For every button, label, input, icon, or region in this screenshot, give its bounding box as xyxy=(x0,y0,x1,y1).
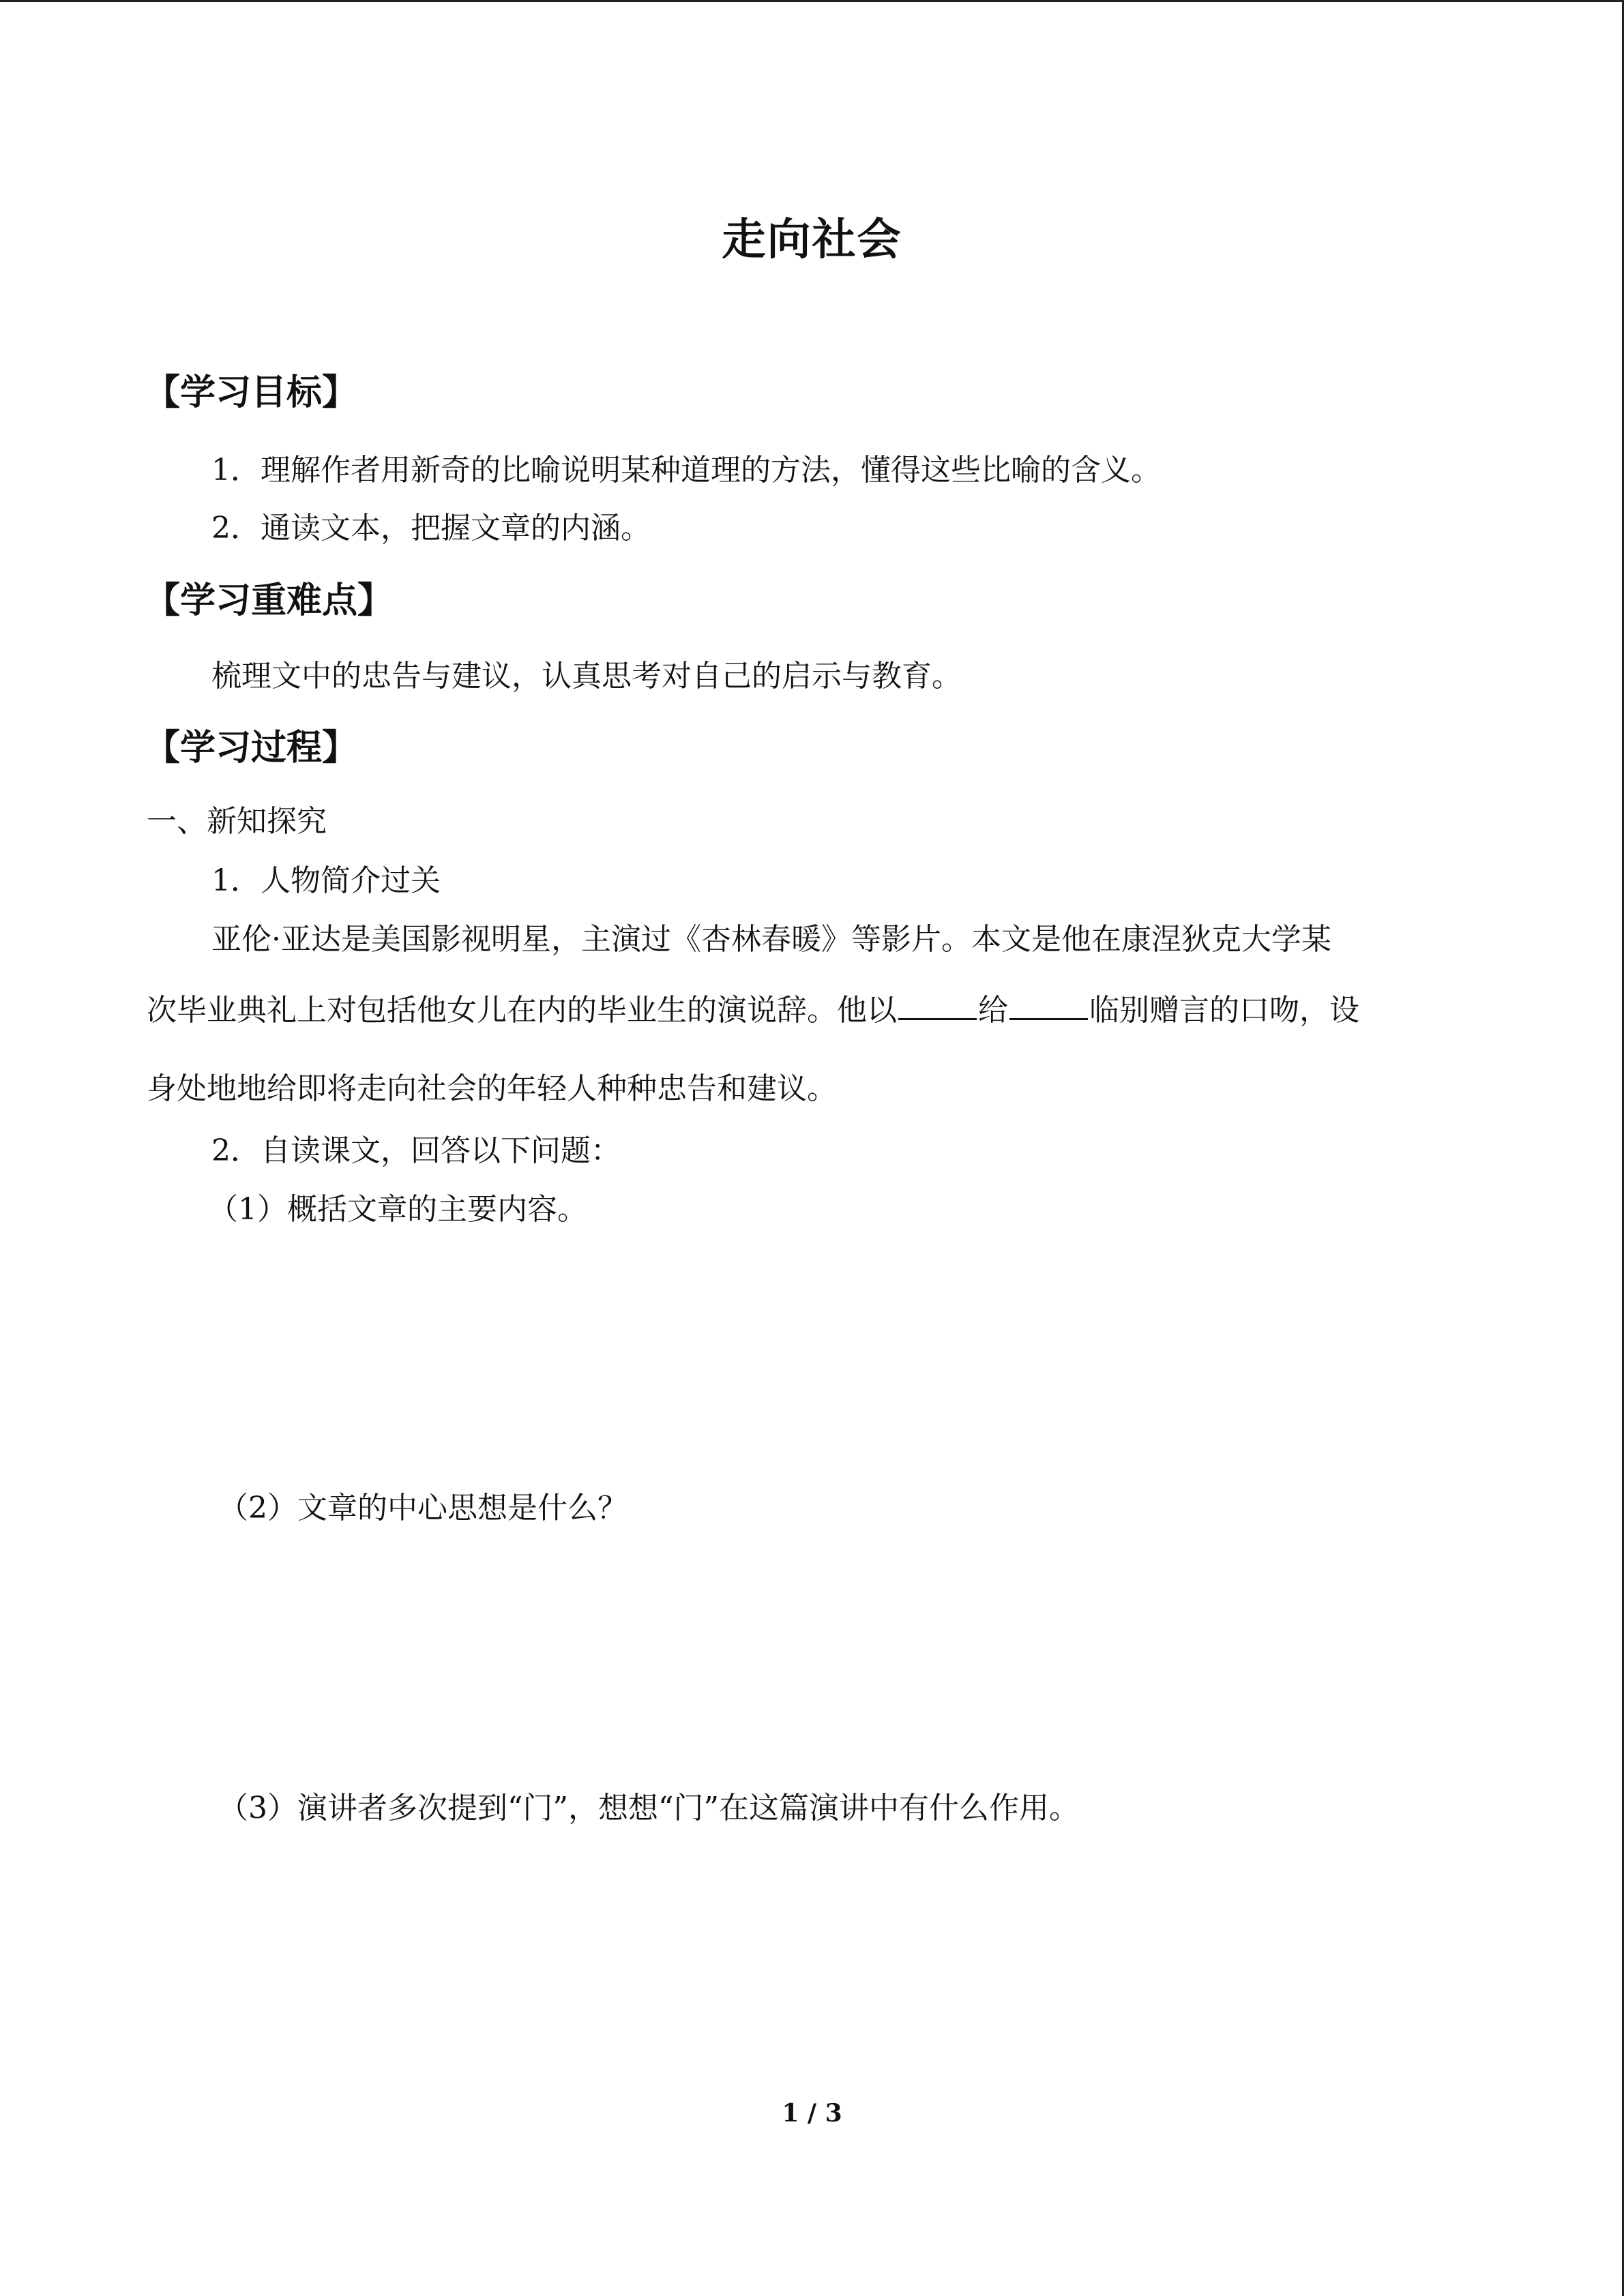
page-border-top xyxy=(0,0,1624,2)
question-1: （1）概括文章的主要内容。 xyxy=(208,1192,587,1227)
fill-blank-2[interactable] xyxy=(1009,992,1088,1020)
process-heading: 【学习过程】 xyxy=(145,728,358,769)
objectives-heading: 【学习目标】 xyxy=(145,372,358,413)
intro-line2-part-a: 次毕业典礼上对包括他女儿在内的毕业生的演说辞。他以 xyxy=(147,993,897,1028)
key-points-heading: 【学习重难点】 xyxy=(145,580,394,621)
intro-paragraph-line3: 身处地地给即将走向社会的年轻人种种忠告和建议。 xyxy=(147,1071,837,1106)
sub2-title: 2．自读课文，回答以下问题： xyxy=(211,1133,621,1168)
document-title: 走向社会 xyxy=(722,215,902,265)
intro-paragraph-line1: 亚伦·亚达是美国影视明星，主演过《杏林春暖》等影片。本文是他在康涅狄克大学某 xyxy=(211,922,1331,957)
objective-item-1: 1．理解作者用新奇的比喻说明某种道理的方法，懂得这些比喻的含义。 xyxy=(211,453,1161,488)
key-points-text: 梳理文中的忠告与建议，认真思考对自己的启示与教育。 xyxy=(211,659,962,694)
sub1-title: 1．人物简介过关 xyxy=(211,863,441,898)
fill-blank-1[interactable] xyxy=(898,992,977,1020)
objective-item-2: 2．通读文本，把握文章的内涵。 xyxy=(211,511,651,546)
question-2: （2）文章的中心思想是什么？ xyxy=(218,1491,628,1525)
intro-paragraph-line2 xyxy=(147,992,1359,1026)
question-3: （3）演讲者多次提到“门”，想想“门”在这篇演讲中有什么作用。 xyxy=(218,1791,1079,1825)
page-number: 1 / 3 xyxy=(782,2099,842,2128)
intro-line2-part-b: 给 xyxy=(978,993,1008,1028)
intro-line2-part-c: 临别赠言的口吻，设 xyxy=(1089,993,1359,1028)
part1-title: 一、新知探究 xyxy=(147,804,327,839)
